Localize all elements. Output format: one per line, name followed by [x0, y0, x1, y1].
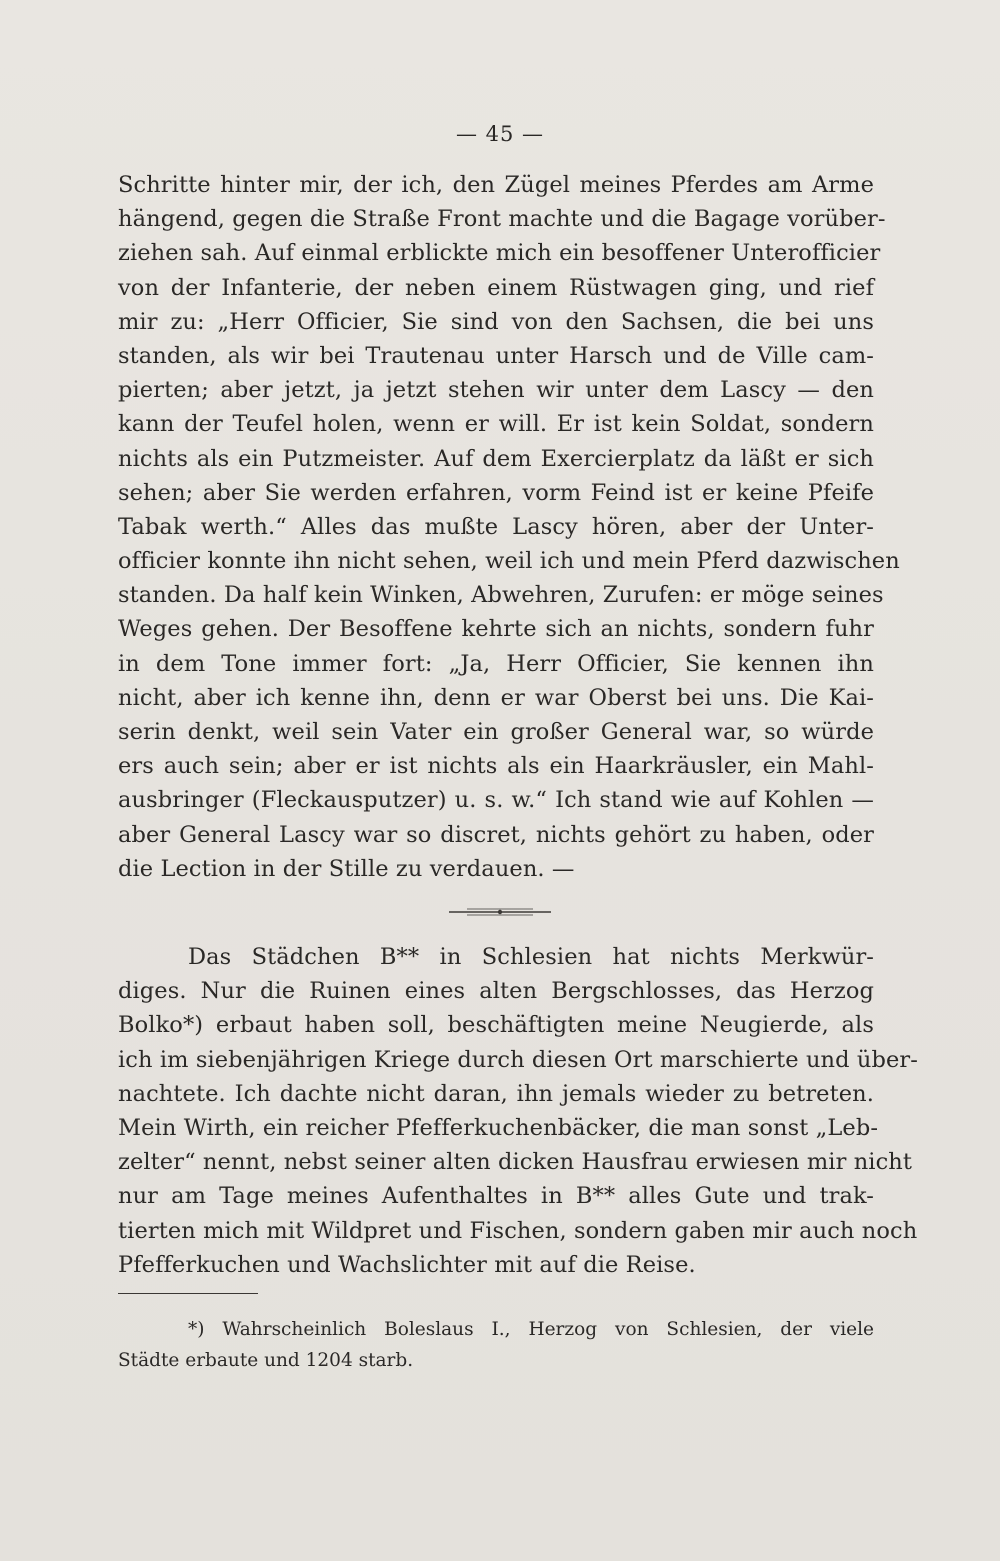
- text-line: mir zu: „Herr Officier, Sie sind von den Sachsen, die bei uns: [118, 308, 874, 335]
- text-line: Schritte hinter mir, der ich, den Zügel meines Pferdes am Arme: [118, 172, 874, 198]
- footnote-line: *) Wahrscheinlich Boleslaus I., Herzog von Schlesien, der viele: [188, 1319, 874, 1340]
- footnote: [118, 1314, 874, 1376]
- text-line: standen. Da half kein Winken, Abwehren, Zurufen: er möge seines: [118, 582, 884, 609]
- text-line: Tabak werth.“ Alles das mußte Lascy hören, aber der Unter-: [118, 513, 874, 540]
- text-line: hängend, gegen die Straße Front machte und die Bagage vorüber-: [118, 206, 886, 233]
- section-divider: [447, 905, 553, 919]
- text-line: serin denkt, weil sein Vater ein großer General war, so würde: [118, 719, 874, 745]
- text-line: ich im siebenjährigen Kriege durch diesen Ort marschierte und über-: [118, 1046, 918, 1073]
- text-line: die Lection in der Stille zu verdauen. —: [118, 855, 575, 882]
- text-line: nachtete. Ich dachte nicht daran, ihn jemals wieder zu betreten.: [118, 1080, 874, 1107]
- text-line: pierten; aber jetzt, ja jetzt stehen wir unter dem Lascy — den: [118, 377, 874, 404]
- text-line: zelter“ nennt, nebst seiner alten dicken Hausfrau erwiesen mir nicht: [118, 1149, 913, 1176]
- text-line: kann der Teufel holen, wenn er will. Er ist kein Soldat, sondern: [118, 411, 874, 438]
- paragraph-2: [118, 940, 918, 1282]
- text-line: Bolko*) erbaut haben soll, beschäftigten meine Neugierde, als: [118, 1012, 874, 1039]
- text-line: nur am Tage meines Aufenthaltes in B** alles Gute und trak-: [118, 1183, 874, 1210]
- text-line: officier konnte ihn nicht sehen, weil ich und mein Pferd dazwischen: [118, 548, 900, 575]
- text-line: ausbringer (Fleckausputzer) u. s. w.“ Ich stand wie auf Kohlen —: [118, 787, 874, 814]
- text-line: in dem Tone immer fort: „Ja, Herr Officier, Sie kennen ihn: [118, 650, 874, 677]
- text-line: nicht, aber ich kenne ihn, denn er war Oberst bei uns. Die Kai-: [118, 684, 874, 711]
- text-line: tierten mich mit Wildpret und Fischen, sondern gaben mir auch noch: [118, 1217, 918, 1244]
- text-line: von der Infanterie, der neben einem Rüstwagen ging, und rief: [118, 274, 874, 301]
- text-line: nichts als ein Putzmeister. Auf dem Exercierplatz da läßt er sich: [118, 445, 874, 472]
- footnote-separator: [118, 1293, 258, 1294]
- text-line: Pfefferkuchen und Wachslichter mit auf die Reise.: [118, 1251, 696, 1278]
- text-line: sehen; aber Sie werden erfahren, vorm Feind ist er keine Pfeife: [118, 479, 874, 506]
- text-line: standen, als wir bei Trautenau unter Harsch und de Ville cam-: [118, 342, 874, 369]
- text-line: Weges gehen. Der Besoffene kehrte sich an nichts, sondern fuhr: [118, 616, 874, 643]
- text-line: diges. Nur die Ruinen eines alten Bergschlosses, das Herzog: [118, 978, 874, 1005]
- paragraph-1: [118, 168, 900, 886]
- text-line: Das Städchen B** in Schlesien hat nichts Merkwür-: [188, 944, 874, 970]
- text-line: ers auch sein; aber er ist nichts als ein Haarkräusler, ein Mahl-: [118, 753, 874, 780]
- footnote-line: Städte erbaute und 1204 starb.: [118, 1350, 414, 1371]
- text-line: Mein Wirth, ein reicher Pfefferkuchenbäcker, die man sonst „Leb-: [118, 1114, 879, 1141]
- text-line: aber General Lascy war so discret, nichts gehört zu haben, oder: [118, 821, 874, 848]
- text-line: ziehen sah. Auf einmal erblickte mich ein besoffener Unterofficier: [118, 240, 881, 267]
- page-number: — 45 —: [455, 122, 545, 146]
